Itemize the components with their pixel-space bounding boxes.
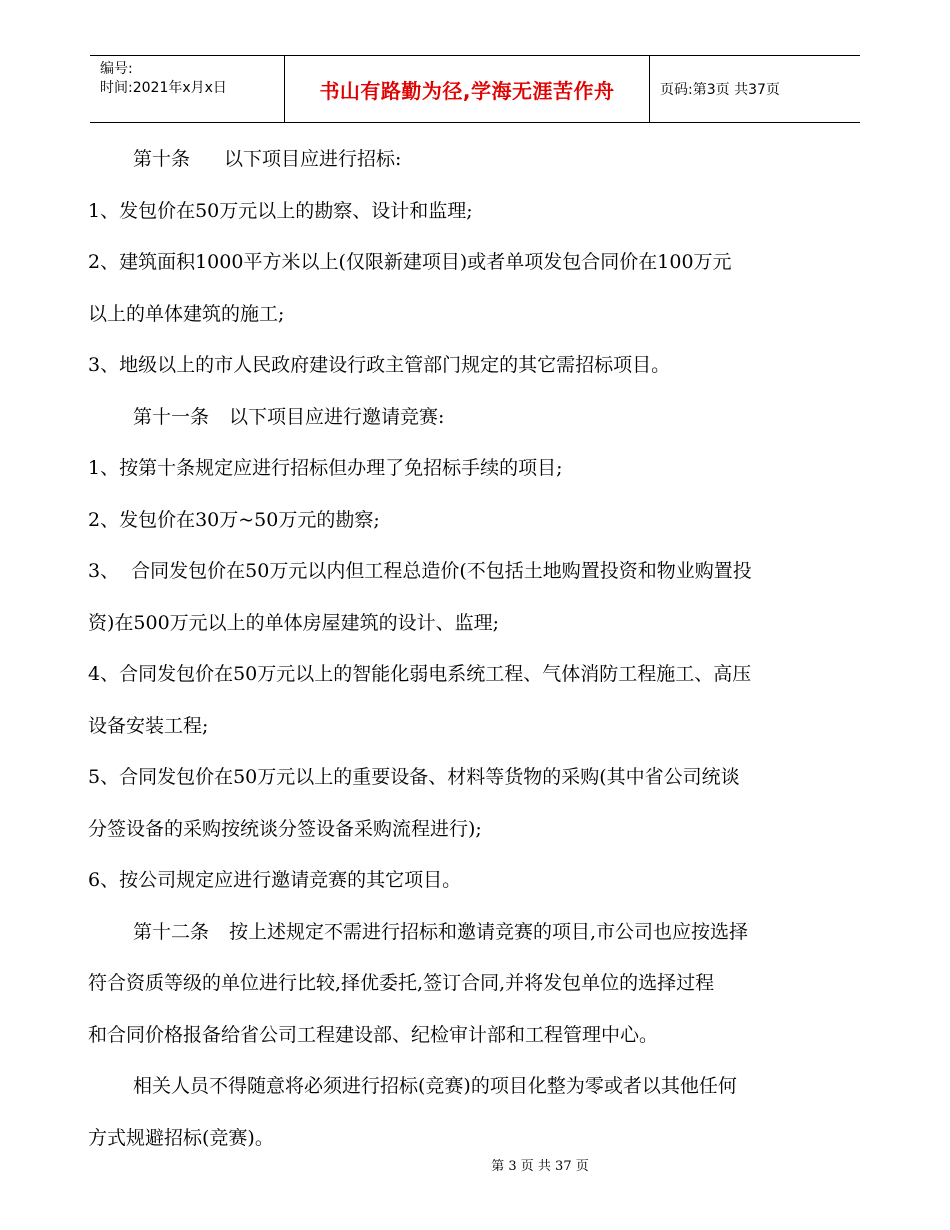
paragraph-line: 符合资质等级的单位进行比较,择优委托,签订合同,并将发包单位的选择过程 xyxy=(88,972,715,994)
header-page-info: 页码:第3页 共37页 xyxy=(660,82,780,98)
list-item: 6、按公司规定应进行邀请竞赛的其它项目。 xyxy=(88,869,462,891)
list-item: 以上的单体建筑的施工; xyxy=(88,302,285,325)
paragraph-line: 相关人员不得随意将必须进行招标(竞赛)的项目化整为零或者以其他任何 xyxy=(133,1075,737,1097)
article-10-heading xyxy=(88,143,868,195)
time-label: 时间:2021年x月x日 xyxy=(100,80,227,96)
list-item: 2、建筑面积1000平方米以上(仅限新建项目)或者单项发包合同价在100万元 xyxy=(88,251,732,273)
list-item: 1、发包价在50万元以上的勘察、设计和监理; xyxy=(88,199,473,222)
list-item: 1、按第十条规定应进行招标但办理了免招标手续的项目; xyxy=(88,457,563,479)
article-text: 以下项目应进行邀请竞赛: xyxy=(229,405,445,428)
code-label: 编号: xyxy=(100,61,133,77)
header-meta xyxy=(90,56,285,122)
article-title: 第十二条 xyxy=(133,920,210,943)
list-item: 3、地级以上的市人民政府建设行政主管部门规定的其它需招标项目。 xyxy=(88,354,671,376)
article-11-heading xyxy=(88,401,868,453)
list-item: 分签设备的采购按统谈分签设备采购流程进行); xyxy=(88,817,482,840)
article-text: 按上述规定不需进行招标和邀请竞赛的项目,市公司也应按选择 xyxy=(229,920,749,943)
article-title: 第十一条 xyxy=(133,405,210,428)
list-item: 2、发包价在30万~50万元的勘察; xyxy=(88,508,380,531)
list-item: 5、合同发包价在50万元以上的重要设备、材料等货物的采购(其中省公司统谈 xyxy=(88,766,740,788)
paragraph-line: 方式规避招标(竞赛)。 xyxy=(88,1126,274,1149)
article-text: 以下项目应进行招标: xyxy=(224,148,402,170)
list-item: 设备安装工程; xyxy=(88,714,209,737)
page-footer: 第 3 页 共 37 页 xyxy=(491,1159,589,1174)
page-header xyxy=(90,55,860,123)
document-body xyxy=(88,143,868,1173)
paragraph-line: 和合同价格报备给省公司工程建设部、纪检审计部和工程管理中心。 xyxy=(88,1023,659,1046)
article-title: 第十条 xyxy=(133,148,191,170)
article-12-heading xyxy=(88,916,868,968)
list-item: 4、合同发包价在50万元以上的智能化弱电系统工程、气体消防工程施工、高压 xyxy=(88,663,752,685)
list-item: 资)在500万元以上的单体房屋建筑的设计、监理; xyxy=(88,611,500,634)
list-item: 3、 合同发包价在50万元以内但工程总造价(不包括土地购置投资和物业购置投 xyxy=(88,560,752,582)
header-slogan: 书山有路勤为径,学海无涯苦作舟 xyxy=(285,56,650,122)
